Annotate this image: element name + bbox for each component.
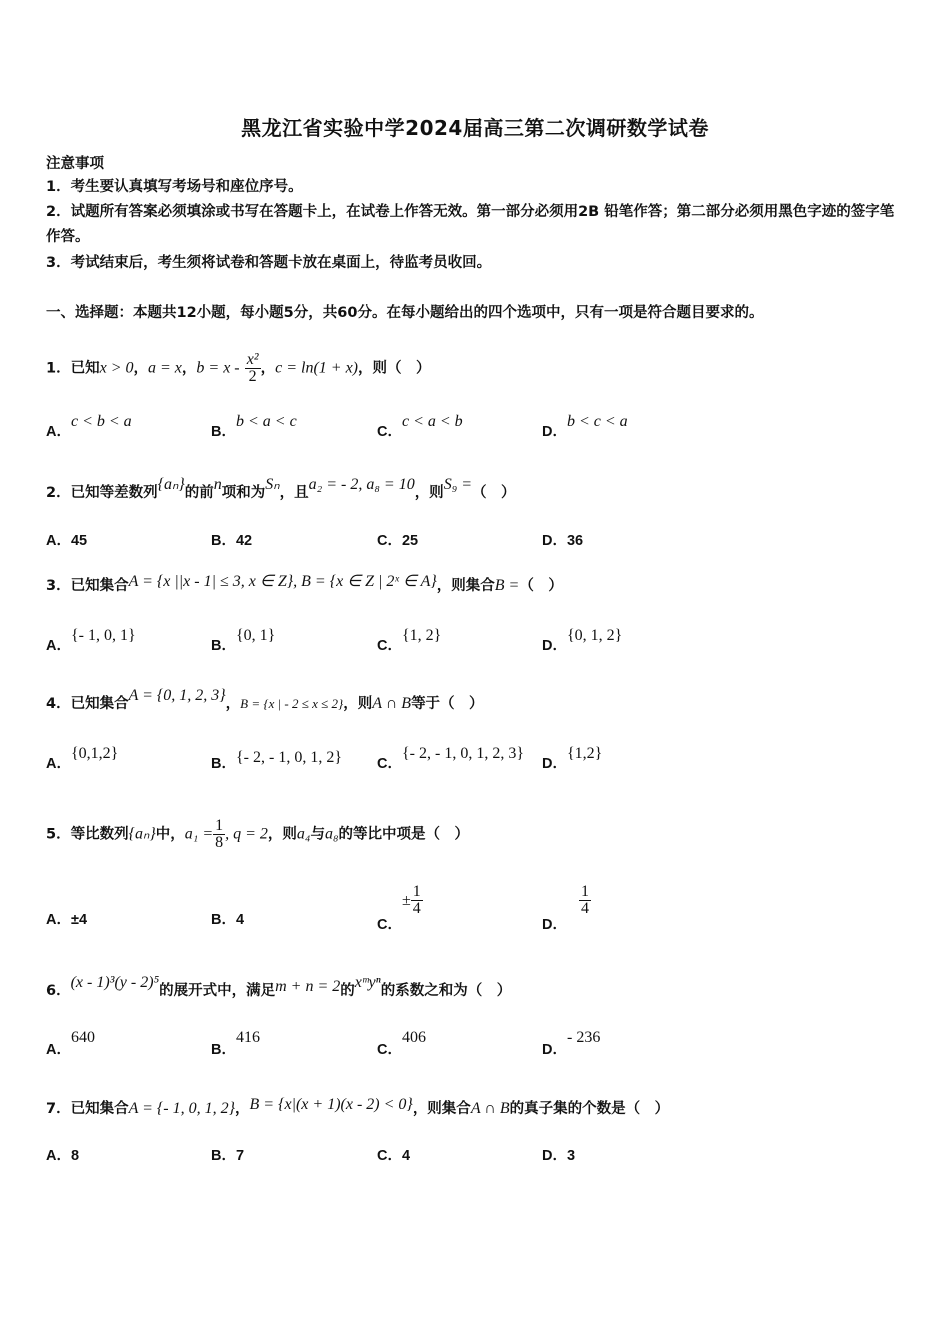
option-letter: A． <box>46 1148 71 1164</box>
option-expr: {0, 1} <box>235 627 276 644</box>
question-2 <box>46 476 516 502</box>
math-expr: B = {x | - 2 ≤ x ≤ 2} <box>240 696 344 711</box>
fraction-numerator: x² <box>246 351 259 368</box>
question-text: 等比数列 <box>70 826 129 843</box>
option-expr: {1,2} <box>566 745 603 762</box>
option-letter: B． <box>211 638 236 654</box>
option-expr: b < c < a <box>566 413 628 430</box>
question-number: 1． <box>46 360 71 377</box>
option-d <box>542 413 628 441</box>
option-b <box>211 413 297 441</box>
option-c <box>377 883 423 933</box>
question-3 <box>46 574 563 595</box>
math-expr: n <box>213 476 222 493</box>
option-expr: 42 <box>235 533 253 549</box>
option-expr: 36 <box>566 533 584 549</box>
option-expr: {- 2, - 1, 0, 1, 2, 3} <box>401 745 524 762</box>
math-fraction <box>411 884 423 917</box>
math-expr: (x - 1)³(y - 2)⁵ <box>70 974 160 991</box>
question-text: 已知等差数列 <box>70 485 158 501</box>
question-text: ， <box>133 360 148 377</box>
math-expr: a₂ = - 2, a₈ = 10 <box>308 476 415 493</box>
option-a <box>46 908 87 929</box>
fraction-denominator: 2 <box>248 368 257 385</box>
option-a <box>46 413 132 441</box>
option-a <box>46 627 136 655</box>
math-expr: a₄ <box>296 825 311 843</box>
option-b <box>211 627 276 655</box>
option-c <box>377 1144 410 1165</box>
question-number: 3． <box>46 578 71 594</box>
option-expr: ±4 <box>70 912 88 928</box>
option-letter: C． <box>377 533 402 549</box>
option-b <box>211 529 252 550</box>
math-expr: a₈ <box>324 825 339 843</box>
option-letter: C． <box>377 917 402 933</box>
option-letter: A． <box>46 638 71 654</box>
option-expr: c < b < a <box>70 413 132 430</box>
question-5 <box>46 818 469 851</box>
math-expr: B = {x|(x + 1)(x - 2) < 0} <box>249 1096 413 1113</box>
question-text: ，则 <box>343 696 373 712</box>
math-expr: A = {0, 1, 2, 3} <box>128 687 226 704</box>
math-expr: A ∩ B <box>372 695 412 712</box>
math-expr: S₉ = <box>443 476 473 493</box>
math-expr: m + n = 2 <box>275 978 341 995</box>
option-a <box>46 1144 79 1165</box>
question-text: ，则 <box>267 826 297 843</box>
math-expr: {aₙ} <box>157 476 185 493</box>
question-text: ， <box>235 1101 250 1117</box>
option-expr: 640 <box>70 1029 95 1046</box>
option-d <box>542 1144 575 1165</box>
option-expr: 45 <box>70 533 88 549</box>
option-a <box>46 1029 95 1059</box>
math-expr: {aₙ} <box>128 825 156 843</box>
option-c <box>377 745 524 773</box>
question-text: ， <box>225 696 241 712</box>
option-expr: {1, 2} <box>401 627 442 644</box>
option-letter: B． <box>211 1042 236 1058</box>
option-expr: {- 2, - 1, 0, 1, 2} <box>235 749 342 766</box>
option-expr: {0,1,2} <box>70 745 119 762</box>
question-text: 已知集合 <box>70 1101 129 1117</box>
option-expr: 25 <box>401 533 419 549</box>
math-expr: c = ln(1 + x) <box>275 359 359 377</box>
question-text: 的等比中项是（ ） <box>338 826 470 843</box>
option-expr: 416 <box>235 1029 260 1046</box>
question-6 <box>46 974 512 1000</box>
option-expr: 3 <box>566 1148 576 1164</box>
question-text: 已知 <box>70 360 100 377</box>
option-letter: D． <box>542 424 567 440</box>
option-letter: B． <box>211 533 236 549</box>
option-letter: D． <box>542 917 567 933</box>
question-text: 已知集合 <box>70 696 129 712</box>
question-1 <box>46 352 431 385</box>
math-expr: B = <box>494 577 520 594</box>
option-c <box>377 413 463 441</box>
question-text: ，则集合 <box>436 578 495 594</box>
option-b <box>211 1029 260 1059</box>
option-letter: C． <box>377 756 402 772</box>
question-number: 2． <box>46 485 71 501</box>
option-letter: B． <box>211 756 236 772</box>
fraction-denominator: 8 <box>215 834 224 851</box>
question-text: 已知集合 <box>70 578 129 594</box>
math-expr: , q = 2 <box>225 825 268 843</box>
option-expr: c < a < b <box>401 413 463 430</box>
question-text: （ ） <box>519 578 563 594</box>
question-text: ， <box>181 360 197 377</box>
option-letter: C． <box>377 638 402 654</box>
question-text: 等于（ ） <box>411 696 484 712</box>
math-fraction <box>245 352 261 385</box>
notice-item: 1．考生要认真填写考场号和座位序号。 <box>46 179 303 195</box>
option-a <box>46 745 119 773</box>
option-letter: A． <box>46 424 71 440</box>
option-expr: 8 <box>70 1148 80 1164</box>
math-expr: Sₙ <box>265 476 280 493</box>
math-expr: xᵐyⁿ <box>354 974 381 991</box>
notice-item: 2．试题所有答案必须填涂或书写在答题卡上，在试卷上作答无效。第一部分必须用2B 铅笔作答；第二部分必须用黑色字迹的签字笔作答。 <box>46 204 895 245</box>
question-text: ，则（ ） <box>358 360 431 377</box>
fraction-numerator: 1 <box>215 817 224 834</box>
math-expr: A = {x ||x - 1| ≤ 3, x ∈ Z}, B = {x ∈ Z | 2ˣ ∈ A} <box>128 573 437 590</box>
option-c <box>377 627 442 655</box>
question-4 <box>46 687 484 713</box>
option-letter: A． <box>46 912 71 928</box>
option-b <box>211 1144 244 1165</box>
question-text: 中， <box>155 826 185 843</box>
option-d <box>542 1029 601 1059</box>
math-expr: b = x - <box>196 359 240 377</box>
option-letter: D． <box>542 638 567 654</box>
question-text: 的前 <box>184 485 214 501</box>
option-expr: 7 <box>235 1148 245 1164</box>
page-title: 黑龙江省实验中学2024届高三第二次调研数学试卷 <box>241 116 709 140</box>
option-letter: B． <box>211 912 236 928</box>
question-text: ，则集合 <box>412 1101 471 1117</box>
option-d <box>542 627 623 655</box>
question-number: 7． <box>46 1101 71 1117</box>
math-expr: A ∩ B <box>470 1100 510 1117</box>
question-text: 的真子集的个数是（ ） <box>509 1101 670 1117</box>
question-text: ，且 <box>279 485 309 501</box>
question-text: 与 <box>310 826 325 843</box>
question-text: ， <box>260 360 276 377</box>
fraction-denominator: 4 <box>412 900 421 917</box>
notice-item: 3．考试结束后，考生须将试卷和答题卡放在桌面上，待监考员收回。 <box>46 255 492 271</box>
option-expr: 406 <box>401 1029 426 1046</box>
math-fraction <box>213 818 225 851</box>
option-b <box>211 749 342 773</box>
option-b <box>211 908 244 929</box>
question-text: 项和为 <box>221 485 266 501</box>
option-letter: A． <box>46 1042 71 1058</box>
option-c <box>377 1029 426 1059</box>
option-letter: C． <box>377 1042 402 1058</box>
option-c <box>377 529 418 550</box>
option-letter: A． <box>46 756 71 772</box>
option-expr: - 236 <box>566 1029 601 1046</box>
question-text: 的系数之和为（ ） <box>380 983 512 999</box>
option-a <box>46 529 87 550</box>
option-letter: C． <box>377 1148 402 1164</box>
option-letter: C． <box>377 424 402 440</box>
math-expr: A = {- 1, 0, 1, 2} <box>128 1100 235 1117</box>
fraction-numerator: 1 <box>580 883 589 900</box>
option-expr: {- 1, 0, 1} <box>70 627 136 644</box>
question-text: （ ） <box>472 485 516 501</box>
option-letter: D． <box>542 1148 567 1164</box>
question-text: ，则 <box>414 485 444 501</box>
fraction-numerator: 1 <box>412 883 421 900</box>
option-expr: 4 <box>401 1148 411 1164</box>
fraction-denominator: 4 <box>580 900 589 917</box>
option-expr-prefix: ± <box>401 892 411 909</box>
question-number: 4． <box>46 696 71 712</box>
math-fraction <box>579 884 591 917</box>
option-expr: b < a < c <box>235 413 297 430</box>
option-d <box>542 529 583 550</box>
option-letter: B． <box>211 424 236 440</box>
option-letter: D． <box>542 756 567 772</box>
option-letter: D． <box>542 1042 567 1058</box>
math-expr: a₁ = <box>184 825 214 843</box>
option-letter: A． <box>46 533 71 549</box>
section-heading: 一、选择题：本题共12小题，每小题5分，共60分。在每小题给出的四个选项中，只有一项是符合题目要求的。 <box>46 305 764 321</box>
option-letter: B． <box>211 1148 236 1164</box>
option-d <box>542 883 591 933</box>
option-expr: 4 <box>235 912 245 928</box>
question-text: 的 <box>340 983 355 999</box>
notice-heading: 注意事项 <box>46 156 104 172</box>
question-text: 的展开式中，满足 <box>159 983 276 999</box>
math-expr: x > 0 <box>99 359 134 377</box>
option-expr: {0, 1, 2} <box>566 627 623 644</box>
option-d <box>542 745 603 773</box>
question-number: 5． <box>46 826 71 843</box>
question-number: 6． <box>46 983 71 999</box>
option-letter: D． <box>542 533 567 549</box>
question-7 <box>46 1097 669 1118</box>
math-expr: a = x <box>148 359 182 377</box>
